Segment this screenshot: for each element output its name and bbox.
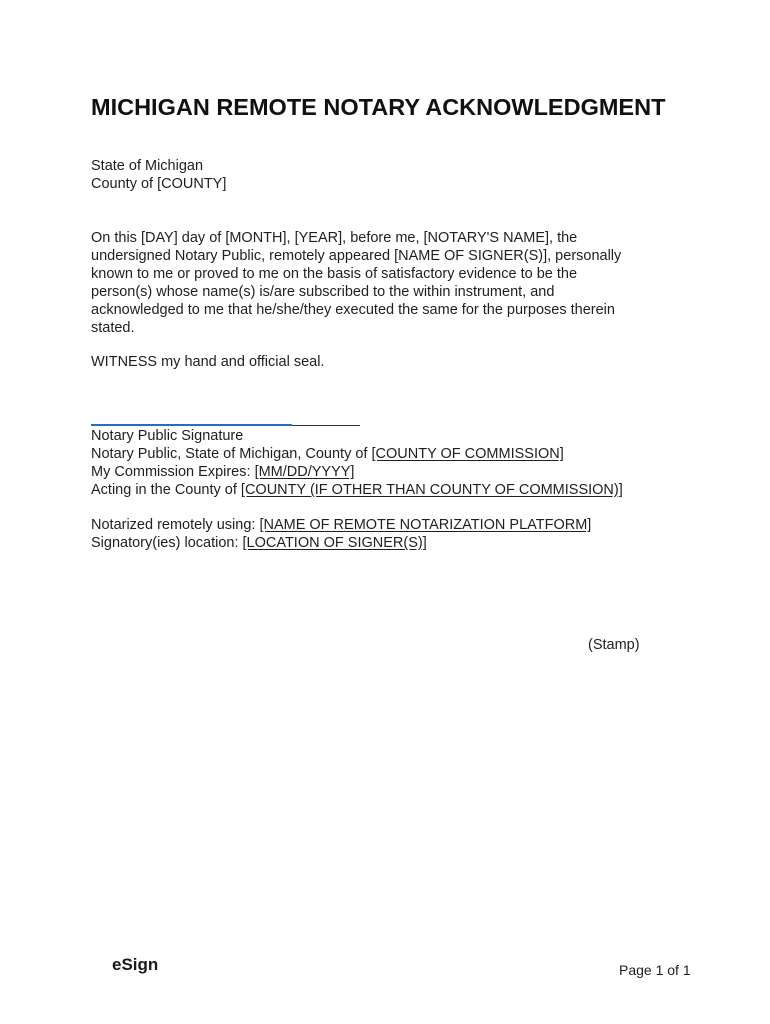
stamp-placeholder: (Stamp) — [588, 637, 640, 653]
body-line: acknowledged to me that he/she/they executed the same for the purposes therein — [91, 302, 615, 318]
expires-label: My Commission Expires: — [91, 464, 255, 480]
acting-county-line — [91, 481, 623, 499]
body-line: person(s) whose name(s) is/are subscribed to the within instrument, and — [91, 284, 555, 300]
platform-field: [NAME OF REMOTE NOTARIZATION PLATFORM] — [259, 517, 592, 533]
esign-logo: eSign — [112, 955, 159, 974]
witness-statement — [91, 353, 324, 371]
body-line: stated. — [91, 320, 135, 336]
signature-caption: Notary Public Signature — [91, 428, 244, 444]
document-title: MICHIGAN REMOTE NOTARY ACKNOWLEDGMENT — [91, 94, 666, 120]
commission-label: Notary Public, State of Michigan, County of — [91, 446, 372, 462]
remote-notarization-block — [91, 516, 591, 552]
acting-county-label: Acting in the County of — [91, 482, 241, 498]
signer-location-field: [LOCATION OF SIGNER(S)] — [242, 535, 427, 551]
venue-state: State of Michigan — [91, 158, 204, 174]
commission-line — [91, 445, 623, 463]
acting-county-field: [COUNTY (IF OTHER THAN COUNTY OF COMMISSION)] — [240, 482, 623, 498]
expires-field: [MM/DD/YYYY] — [254, 464, 355, 480]
venue-county: County of [COUNTY] — [91, 176, 227, 192]
body-line: undersigned Notary Public, remotely appeared [NAME OF SIGNER(S)], personally — [91, 248, 622, 264]
commission-county-field: [COUNTY OF COMMISSION] — [371, 446, 564, 462]
signature-line-extension — [292, 425, 360, 426]
signature-field-underline — [91, 424, 292, 426]
body-line: known to me or proved to me on the basis of satisfactory evidence to be the — [91, 266, 578, 282]
witness-text: WITNESS my hand and official seal. — [91, 354, 325, 370]
page-number: Page 1 of 1 — [619, 962, 691, 978]
signer-location-label: Signatory(ies) location: — [91, 535, 243, 551]
body-line: On this [DAY] day of [MONTH], [YEAR], before me, [NOTARY'S NAME], the — [91, 230, 578, 246]
acknowledgment-paragraph — [91, 229, 621, 337]
platform-label: Notarized remotely using: — [91, 517, 260, 533]
notary-signature-block — [91, 427, 623, 499]
expires-line — [91, 463, 623, 481]
signer-location-line — [91, 534, 591, 552]
venue-block — [91, 157, 226, 193]
platform-line — [91, 516, 591, 534]
